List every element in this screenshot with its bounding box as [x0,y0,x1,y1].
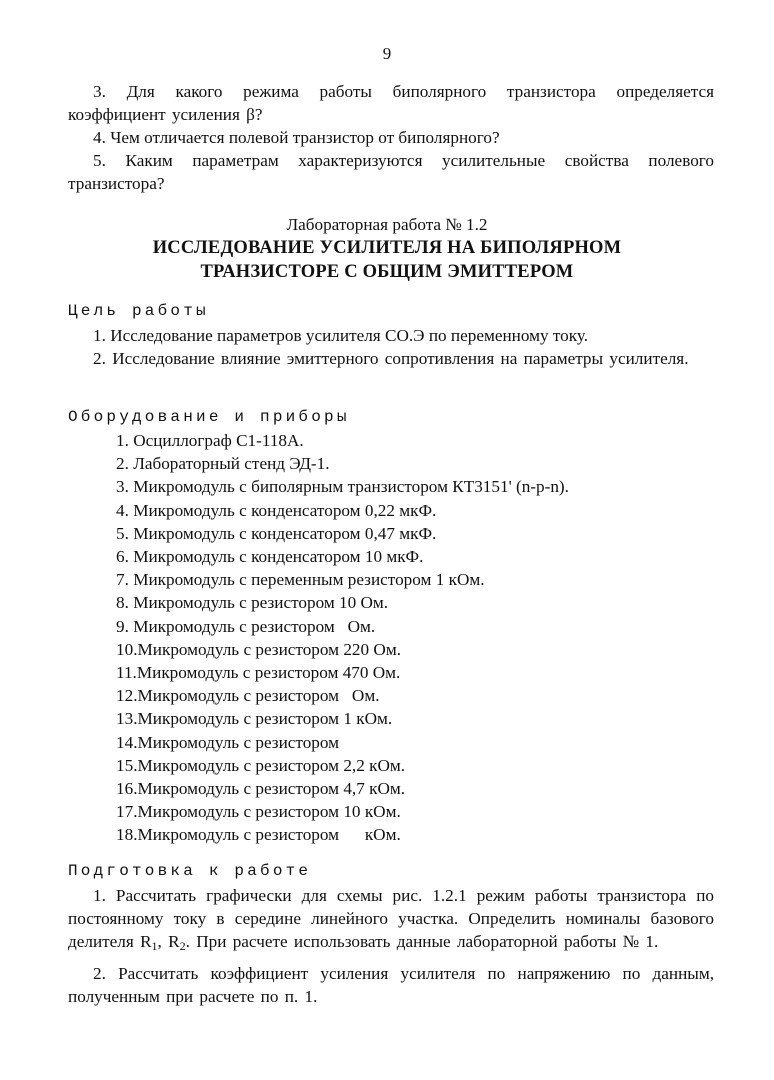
preparation-item-1 [68,884,714,958]
goal-item-2: 2. Исследование влияние эмиттерного сопротивления на параметры усилителя. [93,349,689,368]
list-item: 18.Микромодуль с резистором кОм. [116,825,401,845]
list-item: 9. Микромодуль с резистором Ом. [116,616,376,636]
list-item: 8. Микромодуль с резистором 10 Ом. [116,593,389,613]
question-4: 4. Чем отличается полевой транзистор от биполярного? [93,128,500,147]
subscript-1: 1 [151,939,158,953]
preparation-item-2: 2. Рассчитать коэффициент усиления усилителя по напряжению по данным, полученным при расчете по п. 1. [68,964,714,1006]
list-item: 16.Микромодуль с резистором 4,7 кОм. [116,779,406,799]
preparation-item-1-part-b: , R [157,932,180,951]
goal-item-1: 1. Исследование параметров усилителя СО.Э по переменному току. [93,326,589,345]
list-item: 11.Микромодуль с резистором 470 Ом. [116,663,401,683]
preparation-item-1-part-a: 1. Рассчитать графически для схемы рис. 1.2.1 режим работы транзистора по постоянному току в середине линейного участка. Определить номиналы базового делителя R [68,886,714,951]
subscript-2: 2 [179,939,186,953]
page-number: 9 [382,44,392,63]
list-item: 14.Микромодуль с резистором [116,732,340,752]
lab-number: Лабораторная работа № 1.2 [286,215,488,234]
preparation-heading: Подготовка к работе [68,862,312,880]
preparation-block [68,884,714,1008]
list-item: 2. Лабораторный стенд ЭД-1. [116,454,330,474]
preparation-item-1-part-c: . При расчете использовать данные лабораторной работы № 1. [185,932,659,951]
question-5: 5. Каким параметрам характеризуются усилительные свойства полевого транзистора? [68,151,714,193]
goal-heading: Цель работы [68,302,209,320]
list-item: 15.Микромодуль с резистором 2,2 кОм. [116,755,406,775]
list-item: 17.Микромодуль с резистором 10 кОм. [116,802,401,822]
question-3: 3. Для какого режима работы биполярного транзистора определяется коэффициент усиления β? [68,82,714,124]
list-item: 10.Микромодуль с резистором 220 Ом. [116,639,401,659]
equipment-list [116,429,716,847]
lab-title-line-1: ИССЛЕДОВАНИЕ УСИЛИТЕЛЯ НА БИПОЛЯРНОМ [152,238,622,258]
list-item: 1. Осциллограф С1-118А. [116,431,304,450]
questions-block [68,80,714,195]
list-item: 5. Микромодуль с конденсатором 0,47 мкФ. [116,523,437,543]
lab-title [0,236,774,284]
list-item: 6. Микромодуль с конденсатором 10 мкФ. [116,547,424,567]
list-item: 13.Микромодуль с резистором 1 кОм. [116,709,393,729]
goal-block [68,324,714,370]
list-item: 7. Микромодуль с переменным резистором 1 кОм. [116,570,485,590]
lab-title-line-2: ТРАНЗИСТОРЕ С ОБЩИМ ЭМИТТЕРОМ [200,262,574,282]
list-item: 3. Микромодуль с биполярным транзистором КТ3151' (n-p-n). [116,477,569,497]
list-item: 4. Микромодуль с конденсатором 0,22 мкФ. [116,500,437,520]
equipment-heading: Оборудование и приборы [68,408,350,426]
list-item: 12.Микромодуль с резистором Ом. [116,686,380,706]
